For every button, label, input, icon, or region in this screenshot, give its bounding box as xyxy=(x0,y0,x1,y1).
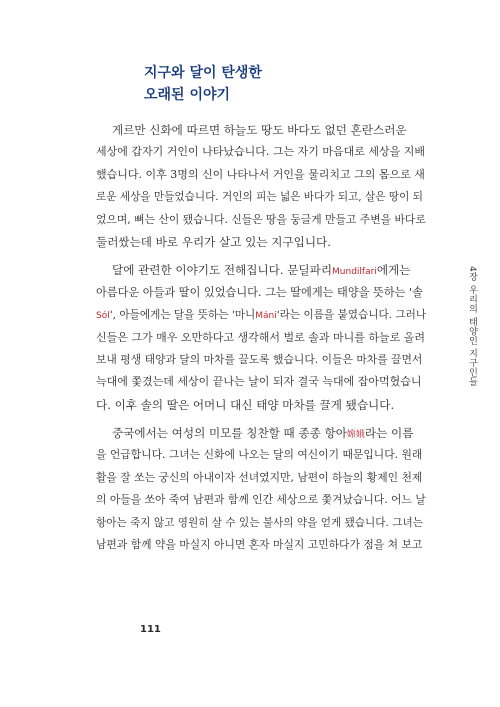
paragraph-3-line xyxy=(96,422,426,444)
heading-line-1: 지구와 달이 탄생한 xyxy=(144,65,262,81)
paragraph-3-line: 남편과 함께 약을 마실지 아니면 혼자 마실지 고민하다가 점을 쳐 보고 xyxy=(96,538,423,552)
text-run: '라는 이름을 붙였습니다. 그러나 xyxy=(276,309,427,322)
body-text xyxy=(96,119,426,556)
paragraph-2-line: 신들은 그가 매우 오만하다고 생각해서 벌로 솔과 마니를 하늘로 올려 xyxy=(96,330,425,344)
page-number: 111 xyxy=(140,624,161,635)
original-term-annotation: Máni xyxy=(255,311,277,322)
paragraph-1-line: 로운 세상을 만들었습니다. 거인의 피는 넓은 바다가 되고, 살은 땅이 되 xyxy=(96,191,423,204)
paragraph-1-line: 했습니다. 이후 3명의 신이 나타나서 거인을 물리치고 그의 몸으로 새 xyxy=(96,167,425,181)
paragraph-3-line: 항아는 죽지 않고 영원히 살 수 있는 불사의 약을 얻게 됐습니다. 그녀는 xyxy=(96,516,423,529)
paragraph-1-line: 었으며, 뼈는 산이 됐습니다. 신들은 땅을 둥글게 만들고 주변을 바다로 xyxy=(96,212,426,226)
original-term-annotation: Mundilfari xyxy=(332,267,377,278)
paragraph-3-line: 의 아들을 쏘아 죽여 남편과 함께 인간 세상으로 쫓겨났습니다. 어느 날 xyxy=(96,493,426,507)
paragraph-2-line xyxy=(96,304,426,326)
paragraph-3-line: 을 언급합니다. 그녀는 신화에 나오는 달의 여신이기 때문입니다. 원래 xyxy=(96,448,423,462)
paragraph-2-line: 아름다운 아들과 딸이 있었습니다. 그는 딸에게는 태양을 뜻하는 '솔 xyxy=(96,285,423,299)
paragraph-2-line xyxy=(96,259,426,281)
original-term-annotation: 嫦娥 xyxy=(346,430,365,441)
section-heading xyxy=(144,62,262,106)
paragraph-1-line: 게르만 신화에 따르면 하늘도 땅도 바다도 없던 혼란스러운 xyxy=(112,123,407,137)
paragraph-2-line: 다. 이후 솔의 딸은 어머니 대신 태양 마차를 끌게 됐습니다. xyxy=(96,397,395,412)
text-run: 달에 관련한 이야기도 전해집니다. 문딜파리 xyxy=(112,263,333,278)
paragraph-1-line: 세상에 갑자기 거인이 나타났습니다. 그는 자기 마음대로 세상을 지배 xyxy=(96,145,425,159)
paragraph-3-line: 활을 잘 쏘는 궁신의 아내이자 선녀였지만, 남편이 하늘의 황제인 천제 xyxy=(96,470,423,484)
text-run: 중국에서는 여성의 미모를 칭찬할 때 종종 항아 xyxy=(112,426,347,441)
text-run: 라는 이름 xyxy=(364,426,414,441)
text-run: ', 아들에게는 달을 뜻하는 '마니 xyxy=(109,309,256,322)
chapter-side-label: 4장 우리의 태양인 지구인들 xyxy=(467,266,477,387)
paragraph-2-line: 보내 평생 태양과 달의 마차를 끌도록 했습니다. 이들은 마차를 끌면서 xyxy=(96,352,423,366)
paragraph-2-line: 늑대에 쫓겼는데 세상이 끝나는 날이 되자 결국 늑대에 잡아먹혔습니 xyxy=(96,375,422,389)
text-run: 에게는 xyxy=(376,263,411,278)
paragraph-1-line: 둘러쌌는데 바로 우리가 살고 있는 지구입니다. xyxy=(96,234,331,249)
original-term-annotation: Sól xyxy=(96,311,110,322)
heading-line-2: 오래된 이야기 xyxy=(144,87,231,103)
